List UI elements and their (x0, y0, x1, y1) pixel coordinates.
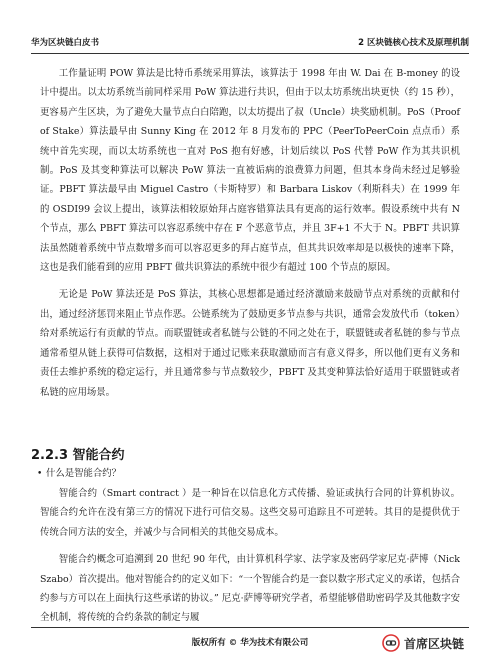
paragraph-consensus-algorithms: 工作量证明 POW 算法是比特币系统采用算法，该算法于 1998 年由 W. Dai 在 B-money 的设计中提出。以太坊系统当前同样采用 PoW 算法进行共识，但由于以太坊系统出块更快（约 15 秒），更容易产生区块，为了避免大量节点白白陪跑，以太坊提出了叔（Uncle）块奖励机制。PoS（Proof of Stake）算法最早由 Sunny King 在 2012 年 8 月发布的 PPC（PeerToPeerCoin 点点币）系统中首先实现，而以太坊系统也一直对 PoS 抱有好感，计划后续以 PoS 代替 PoW 作为其共识机制。PoS 及其变种算法可以解决 PoW 算法一直被诟病的浪费算力问题，但其本身尚未经过足够验证。PBFT 算法最早由 Miguel Castro（卡斯特罗）和 Barbara Liskov（利斯科夫）在 1999 年的 OSDI99 会议上提出，该算法相较原始拜占庭容错算法具有更高的运行效率。假设系统中共有 N 个节点，那么 PBFT 算法可以容忍系统中存在 F 个恶意节点，并且 3F+1 不大于 N。PBFT 共识算法虽然随着系统中节点数增多而可以容忍更多的拜占庭节点，但其共识效率却是以极快的速率下降，这也是我们能看到的应用 PBFT 做共识算法的系统中很少有超过 100 个节点的原因。 (40, 68, 460, 274)
page-header (31, 36, 469, 52)
header-chapter-title: 2 区块链核心技术及原理机制 (358, 38, 469, 48)
header-divider (31, 53, 469, 54)
header-book-title: 华为区块链白皮书 (31, 38, 100, 48)
bullet-text: 什么是智能合约？ (46, 468, 122, 479)
footer-divider (31, 627, 469, 628)
paragraph-economic-incentives: 无论是 PoW 算法还是 PoS 算法，其核心思想都是通过经济激励来鼓励节点对系统的贡献和付出，通过经济惩罚来阻止节点作恶。公链系统为了鼓励更多节点参与共识，通常会发放代币（token）给对系统运行有贡献的节点。而联盟链或者私链与公链的不同之处在于，联盟链或者私链的参与节点通常希望从链上获得可信数据，这相对于通过记账来获取激励而言有意义得多，所以他们更有义务和责任去维护系统的稳定运行，并且通常参与节点数较少，PBFT 及其变种算法恰好适用于联盟链或者私链的应用场景。 (40, 289, 460, 398)
paragraph-smart-contract-history: 智能合约概念可追溯到 20 世纪 90 年代，由计算机科学家、法学家及密码学家尼克·萨博（Nick Szabo）首次提出。他对智能合约的定义如下：“一个智能合约是一套以数字形式定义的承诺，包括合约参与方可以在上面执行这些承诺的协议。” 尼克·萨博等研究学者，希望能够借助密码学及其他数字安全机制，将传统的合约条款的制定与履 (40, 554, 460, 624)
bullet-dot-icon: • (37, 469, 43, 479)
body-text-bottom (40, 484, 460, 628)
chain-logo-icon (382, 634, 400, 652)
body-text-top (40, 64, 460, 402)
page-footer: 版权所有 © 华为技术有限公司 (191, 638, 309, 648)
paragraph-smart-contract-definition: 智能合约（Smart contract ）是一种旨在以信息化方式传播、验证或执行合同的计算机协议。智能合约允许在没有第三方的情况下进行可信交易。这些交易可追踪且不可逆转。其目的是提供优于传统合同方法的安全，并减少与合同相关的其他交易成本。 (40, 488, 460, 538)
bullet-what-is-smart-contract (37, 467, 122, 481)
watermark (380, 633, 466, 653)
watermark-text: 首席区块链 (403, 636, 464, 651)
section-heading-smart-contract: 2.2.3 智能合约 (31, 448, 125, 463)
